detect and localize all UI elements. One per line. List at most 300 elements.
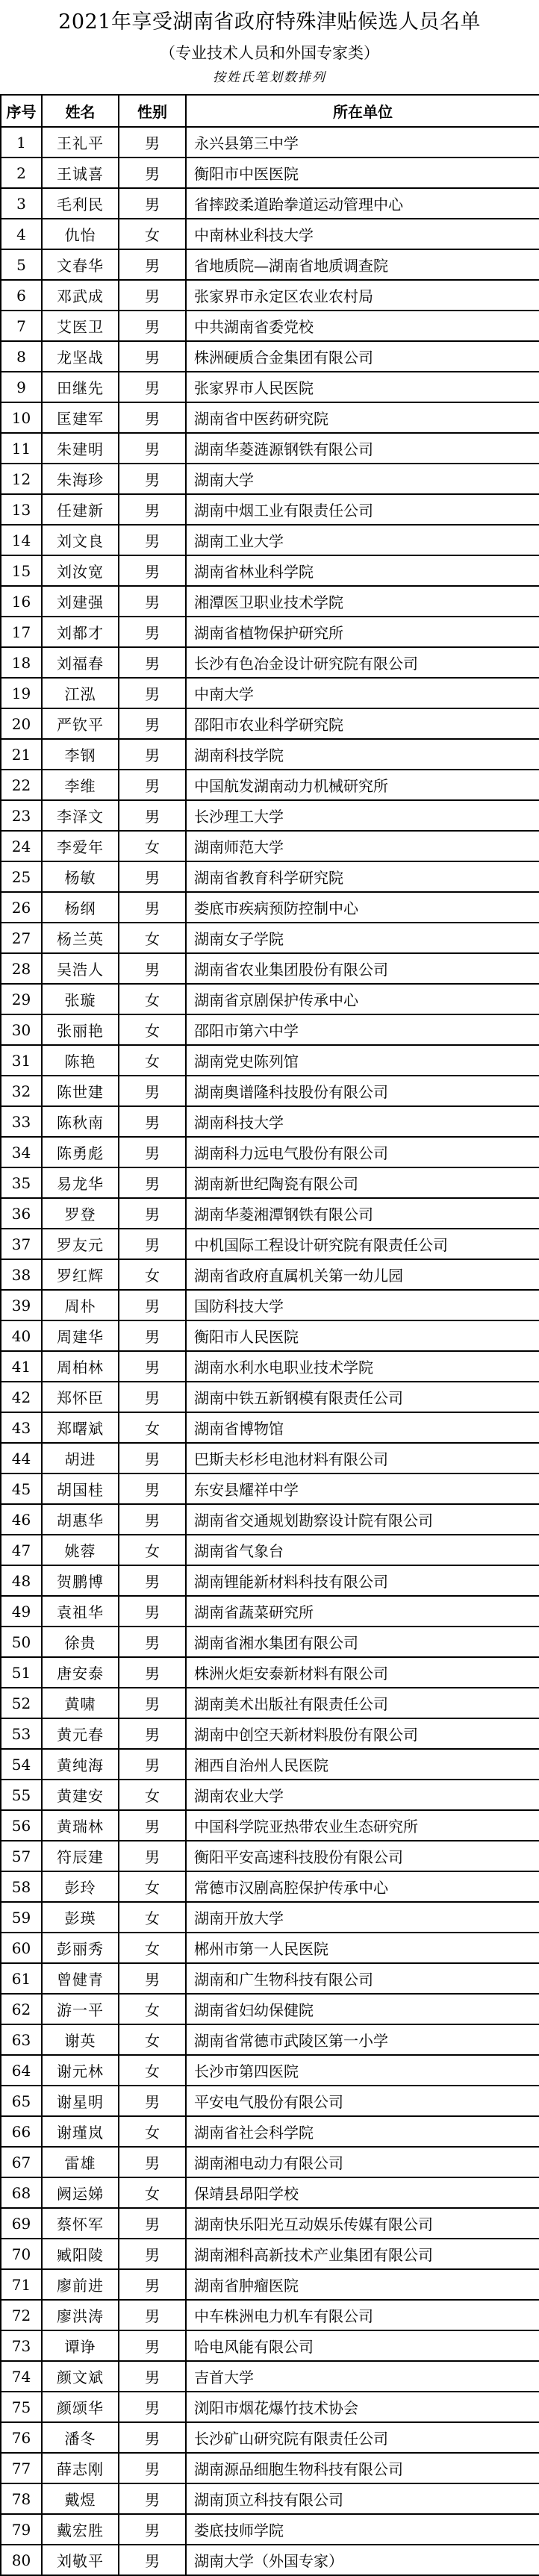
table-row [1, 280, 539, 311]
cell-name: 罗友元 [42, 1229, 119, 1259]
table-row [1, 2545, 539, 2575]
table-row [1, 1167, 539, 1198]
cell-index: 25 [1, 861, 42, 892]
cell-gender: 男 [119, 1473, 186, 1504]
cell-gender: 男 [119, 800, 186, 831]
cell-unit: 湖南省政府直属机关第一幼儿园 [186, 1259, 539, 1290]
table-row [1, 555, 539, 586]
table-row [1, 1076, 539, 1106]
table-row [1, 1259, 539, 1290]
table-row [1, 2177, 539, 2208]
cell-index: 15 [1, 555, 42, 586]
table-row [1, 1657, 539, 1688]
cell-gender: 男 [119, 280, 186, 311]
cell-index: 36 [1, 1198, 42, 1229]
cell-unit: 湖南开放大学 [186, 1902, 539, 1933]
cell-name: 文春华 [42, 249, 119, 280]
table-row [1, 831, 539, 861]
table-row [1, 1841, 539, 1871]
table-row [1, 2269, 539, 2300]
table-row [1, 708, 539, 739]
cell-gender: 男 [119, 555, 186, 586]
cell-gender: 男 [119, 2147, 186, 2177]
table-row [1, 2147, 539, 2177]
cell-gender: 男 [119, 1320, 186, 1351]
table-row [1, 1810, 539, 1841]
cell-gender: 男 [119, 739, 186, 770]
cell-unit: 中南林业科技大学 [186, 219, 539, 249]
table-row [1, 1780, 539, 1810]
cell-index: 40 [1, 1320, 42, 1351]
cell-name: 郑怀臣 [42, 1382, 119, 1412]
cell-unit: 长沙矿山研究院有限责任公司 [186, 2422, 539, 2453]
cell-name: 廖前进 [42, 2269, 119, 2300]
table-row [1, 984, 539, 1014]
cell-unit: 湖南美术出版社有限责任公司 [186, 1688, 539, 1718]
cell-gender: 男 [119, 1841, 186, 1871]
table-row [1, 2453, 539, 2483]
cell-index: 32 [1, 1076, 42, 1106]
cell-index: 22 [1, 770, 42, 800]
cell-unit: 湖南省肿瘤医院 [186, 2269, 539, 2300]
table-row [1, 464, 539, 494]
cell-name: 符辰建 [42, 1841, 119, 1871]
cell-name: 刘文良 [42, 525, 119, 555]
cell-gender: 男 [119, 2483, 186, 2514]
cell-index: 31 [1, 1045, 42, 1076]
table-row [1, 923, 539, 953]
cell-name: 谢瑾岚 [42, 2116, 119, 2147]
cell-gender: 男 [119, 2361, 186, 2392]
cell-name: 黄啸 [42, 1688, 119, 1718]
cell-name: 朱建明 [42, 433, 119, 464]
cell-gender: 女 [119, 1259, 186, 1290]
cell-index: 38 [1, 1259, 42, 1290]
cell-unit: 东安县耀祥中学 [186, 1473, 539, 1504]
cell-name: 艾医卫 [42, 311, 119, 341]
table-row [1, 341, 539, 372]
cell-gender: 女 [119, 1902, 186, 1933]
cell-index: 14 [1, 525, 42, 555]
cell-index: 28 [1, 953, 42, 984]
table-row [1, 2330, 539, 2361]
cell-name: 张璇 [42, 984, 119, 1014]
cell-gender: 男 [119, 433, 186, 464]
cell-unit: 中国航发湖南动力机械研究所 [186, 770, 539, 800]
table-row [1, 1290, 539, 1320]
cell-gender: 男 [119, 2514, 186, 2545]
table-row [1, 953, 539, 984]
table-row [1, 402, 539, 433]
cell-index: 66 [1, 2116, 42, 2147]
cell-unit: 国防科技大学 [186, 1290, 539, 1320]
cell-name: 谭诤 [42, 2330, 119, 2361]
cell-name: 刘敬平 [42, 2545, 119, 2575]
table-row [1, 525, 539, 555]
table-row [1, 2239, 539, 2269]
cell-index: 73 [1, 2330, 42, 2361]
table-row [1, 647, 539, 678]
table-row [1, 1320, 539, 1351]
cell-unit: 中南大学 [186, 678, 539, 708]
header-name: 姓名 [42, 95, 119, 127]
cell-unit: 湖南科技学院 [186, 739, 539, 770]
cell-index: 77 [1, 2453, 42, 2483]
cell-unit: 湖南省植物保护研究所 [186, 617, 539, 647]
cell-unit: 湖南省京剧保护传承中心 [186, 984, 539, 1014]
cell-gender: 女 [119, 1045, 186, 1076]
cell-name: 匡建军 [42, 402, 119, 433]
cell-gender: 男 [119, 2330, 186, 2361]
cell-unit: 湖南省农业集团股份有限公司 [186, 953, 539, 984]
cell-name: 唐安泰 [42, 1657, 119, 1688]
cell-name: 罗红辉 [42, 1259, 119, 1290]
cell-index: 9 [1, 372, 42, 402]
cell-gender: 女 [119, 2177, 186, 2208]
table-row [1, 1933, 539, 1963]
cell-name: 仇怡 [42, 219, 119, 249]
cell-index: 63 [1, 2024, 42, 2055]
cell-index: 33 [1, 1106, 42, 1137]
cell-index: 72 [1, 2300, 42, 2330]
cell-name: 易龙华 [42, 1167, 119, 1198]
cell-gender: 男 [119, 1198, 186, 1229]
table-row [1, 158, 539, 188]
cell-name: 姚蓉 [42, 1535, 119, 1565]
cell-name: 颜颂华 [42, 2392, 119, 2422]
candidate-table [0, 94, 539, 2576]
cell-index: 52 [1, 1688, 42, 1718]
cell-unit: 湖南农业大学 [186, 1780, 539, 1810]
cell-index: 75 [1, 2392, 42, 2422]
page-title: 2021年享受湖南省政府特殊津贴候选人员名单 [58, 10, 481, 34]
cell-gender: 男 [119, 2453, 186, 2483]
table-row [1, 2024, 539, 2055]
cell-index: 5 [1, 249, 42, 280]
cell-unit: 湖南大学（外国专家） [186, 2545, 539, 2575]
cell-index: 10 [1, 402, 42, 433]
cell-gender: 男 [119, 525, 186, 555]
table-row [1, 1473, 539, 1504]
cell-index: 35 [1, 1167, 42, 1198]
cell-unit: 湖南湘电动力有限公司 [186, 2147, 539, 2177]
table-row [1, 2300, 539, 2330]
cell-gender: 男 [119, 1718, 186, 1749]
cell-name: 黄建安 [42, 1780, 119, 1810]
cell-index: 21 [1, 739, 42, 770]
cell-unit: 湖南省社会科学院 [186, 2116, 539, 2147]
table-body [1, 127, 539, 2575]
cell-name: 谢元林 [42, 2055, 119, 2086]
cell-gender: 男 [119, 2208, 186, 2239]
cell-unit: 邵阳市第六中学 [186, 1014, 539, 1045]
cell-name: 任建新 [42, 494, 119, 525]
cell-name: 龙坚战 [42, 341, 119, 372]
table-row [1, 2208, 539, 2239]
cell-index: 46 [1, 1504, 42, 1535]
cell-unit: 湖南奥谱隆科技股份有限公司 [186, 1076, 539, 1106]
cell-index: 50 [1, 1627, 42, 1657]
cell-gender: 男 [119, 2086, 186, 2116]
cell-unit: 湖南省交通规划勘察设计院有限公司 [186, 1504, 539, 1535]
cell-index: 53 [1, 1718, 42, 1749]
table-row [1, 1045, 539, 1076]
cell-index: 62 [1, 1994, 42, 2024]
cell-index: 34 [1, 1137, 42, 1167]
cell-gender: 男 [119, 647, 186, 678]
cell-index: 19 [1, 678, 42, 708]
cell-index: 79 [1, 2514, 42, 2545]
cell-index: 69 [1, 2208, 42, 2239]
cell-unit: 湖南华菱湘潭钢铁有限公司 [186, 1198, 539, 1229]
table-row [1, 1351, 539, 1382]
cell-index: 55 [1, 1780, 42, 1810]
cell-gender: 女 [119, 2116, 186, 2147]
cell-name: 谢英 [42, 2024, 119, 2055]
cell-gender: 男 [119, 372, 186, 402]
table-row [1, 1443, 539, 1473]
table-row [1, 219, 539, 249]
cell-name: 黄瑞林 [42, 1810, 119, 1841]
cell-name: 周柏林 [42, 1351, 119, 1382]
cell-gender: 男 [119, 1810, 186, 1841]
cell-unit: 湖南中创空天新材料股份有限公司 [186, 1718, 539, 1749]
cell-index: 56 [1, 1810, 42, 1841]
cell-gender: 男 [119, 249, 186, 280]
cell-name: 臧阳陵 [42, 2239, 119, 2269]
cell-gender: 男 [119, 311, 186, 341]
cell-gender: 男 [119, 464, 186, 494]
sort-note: 按姓氏笔划数排列 [213, 70, 326, 85]
cell-index: 2 [1, 158, 42, 188]
cell-unit: 湖南女子学院 [186, 923, 539, 953]
cell-index: 47 [1, 1535, 42, 1565]
cell-gender: 女 [119, 1014, 186, 1045]
cell-name: 刘福春 [42, 647, 119, 678]
cell-gender: 男 [119, 861, 186, 892]
cell-unit: 湖南中烟工业有限责任公司 [186, 494, 539, 525]
cell-unit: 娄底市疾病预防控制中心 [186, 892, 539, 923]
cell-index: 44 [1, 1443, 42, 1473]
cell-unit: 中国科学院亚热带农业生态研究所 [186, 1810, 539, 1841]
cell-unit: 中机国际工程设计研究院有限责任公司 [186, 1229, 539, 1259]
table-row [1, 1382, 539, 1412]
table-row [1, 2514, 539, 2545]
table-row [1, 739, 539, 770]
cell-index: 7 [1, 311, 42, 341]
table-row [1, 800, 539, 831]
table-row [1, 1229, 539, 1259]
cell-index: 45 [1, 1473, 42, 1504]
cell-name: 毛利民 [42, 188, 119, 219]
cell-gender: 男 [119, 2300, 186, 2330]
cell-unit: 湖南科技大学 [186, 1106, 539, 1137]
cell-name: 杨兰英 [42, 923, 119, 953]
cell-unit: 巴斯夫杉杉电池材料有限公司 [186, 1443, 539, 1473]
cell-name: 胡国桂 [42, 1473, 119, 1504]
cell-gender: 男 [119, 1565, 186, 1596]
cell-unit: 株洲硬质合金集团有限公司 [186, 341, 539, 372]
cell-gender: 男 [119, 1688, 186, 1718]
cell-unit: 湖南科力远电气股份有限公司 [186, 1137, 539, 1167]
cell-index: 67 [1, 2147, 42, 2177]
cell-index: 60 [1, 1933, 42, 1963]
header-unit: 所在单位 [186, 95, 539, 127]
cell-unit: 湘潭医卫职业技术学院 [186, 586, 539, 617]
cell-name: 黄纯海 [42, 1749, 119, 1780]
cell-name: 王礼平 [42, 127, 119, 158]
cell-gender: 男 [119, 1749, 186, 1780]
table-row [1, 1535, 539, 1565]
cell-name: 吴浩人 [42, 953, 119, 984]
cell-unit: 湖南快乐阳光互动娱乐传媒有限公司 [186, 2208, 539, 2239]
cell-unit: 湖南党史陈列馆 [186, 1045, 539, 1076]
cell-unit: 湖南锂能新材料科技有限公司 [186, 1565, 539, 1596]
cell-gender: 男 [119, 2269, 186, 2300]
cell-unit: 湖南华菱涟源钢铁有限公司 [186, 433, 539, 464]
cell-gender: 男 [119, 158, 186, 188]
cell-unit: 湖南源品细胞生物科技有限公司 [186, 2453, 539, 2483]
cell-name: 彭瑛 [42, 1902, 119, 1933]
cell-index: 29 [1, 984, 42, 1014]
cell-name: 陈艳 [42, 1045, 119, 1076]
cell-gender: 男 [119, 953, 186, 984]
cell-unit: 中共湖南省委党校 [186, 311, 539, 341]
table-row [1, 1994, 539, 2024]
cell-name: 阙运娣 [42, 2177, 119, 2208]
cell-gender: 女 [119, 1994, 186, 2024]
cell-unit: 永兴县第三中学 [186, 127, 539, 158]
cell-index: 58 [1, 1871, 42, 1902]
cell-unit: 平安电气股份有限公司 [186, 2086, 539, 2116]
cell-gender: 男 [119, 1076, 186, 1106]
cell-gender: 女 [119, 923, 186, 953]
table-row [1, 1627, 539, 1657]
cell-name: 刘都才 [42, 617, 119, 647]
table-row [1, 1749, 539, 1780]
cell-gender: 男 [119, 708, 186, 739]
cell-name: 李爱年 [42, 831, 119, 861]
table-row [1, 372, 539, 402]
cell-unit: 湖南大学 [186, 464, 539, 494]
cell-index: 42 [1, 1382, 42, 1412]
cell-unit: 衡阳平安高速科技股份有限公司 [186, 1841, 539, 1871]
table-row [1, 127, 539, 158]
cell-gender: 男 [119, 1504, 186, 1535]
cell-index: 24 [1, 831, 42, 861]
table-row [1, 861, 539, 892]
cell-index: 54 [1, 1749, 42, 1780]
cell-unit: 湘西自治州人民医院 [186, 1749, 539, 1780]
cell-name: 杨敏 [42, 861, 119, 892]
cell-index: 3 [1, 188, 42, 219]
table-header-row [1, 95, 539, 127]
cell-name: 李泽文 [42, 800, 119, 831]
cell-gender: 男 [119, 494, 186, 525]
cell-name: 彭丽秀 [42, 1933, 119, 1963]
cell-unit: 湖南省湘水集团有限公司 [186, 1627, 539, 1657]
cell-name: 田继先 [42, 372, 119, 402]
cell-name: 陈世建 [42, 1076, 119, 1106]
cell-unit: 省摔跤柔道跆拳道运动管理中心 [186, 188, 539, 219]
table-row [1, 1718, 539, 1749]
cell-unit: 湖南工业大学 [186, 525, 539, 555]
table-row [1, 2086, 539, 2116]
cell-name: 游一平 [42, 1994, 119, 2024]
cell-index: 8 [1, 341, 42, 372]
cell-gender: 男 [119, 1351, 186, 1382]
cell-gender: 女 [119, 1780, 186, 1810]
cell-index: 20 [1, 708, 42, 739]
cell-index: 59 [1, 1902, 42, 1933]
cell-name: 罗登 [42, 1198, 119, 1229]
cell-index: 6 [1, 280, 42, 311]
cell-index: 27 [1, 923, 42, 953]
header-index: 序号 [1, 95, 42, 127]
cell-name: 廖洪涛 [42, 2300, 119, 2330]
cell-index: 49 [1, 1596, 42, 1627]
cell-index: 71 [1, 2269, 42, 2300]
cell-gender: 男 [119, 1382, 186, 1412]
cell-name: 戴煜 [42, 2483, 119, 2514]
cell-name: 刘建强 [42, 586, 119, 617]
cell-gender: 女 [119, 1933, 186, 1963]
cell-gender: 女 [119, 1412, 186, 1443]
cell-unit: 衡阳市人民医院 [186, 1320, 539, 1351]
cell-unit: 保靖县昂阳学校 [186, 2177, 539, 2208]
cell-name: 周朴 [42, 1290, 119, 1320]
cell-unit: 湖南省蔬菜研究所 [186, 1596, 539, 1627]
cell-index: 64 [1, 2055, 42, 2086]
table-row [1, 586, 539, 617]
cell-gender: 男 [119, 2545, 186, 2575]
cell-name: 薛志刚 [42, 2453, 119, 2483]
cell-gender: 女 [119, 831, 186, 861]
cell-unit: 张家界市人民医院 [186, 372, 539, 402]
cell-name: 李维 [42, 770, 119, 800]
cell-gender: 男 [119, 1290, 186, 1320]
table-row [1, 2422, 539, 2453]
cell-index: 1 [1, 127, 42, 158]
cell-unit: 湖南和广生物科技有限公司 [186, 1963, 539, 1994]
cell-gender: 女 [119, 2055, 186, 2086]
cell-unit: 浏阳市烟花爆竹技术协会 [186, 2392, 539, 2422]
cell-name: 徐贵 [42, 1627, 119, 1657]
cell-unit: 娄底技师学院 [186, 2514, 539, 2545]
cell-unit: 张家界市永定区农业农村局 [186, 280, 539, 311]
cell-index: 11 [1, 433, 42, 464]
cell-index: 80 [1, 2545, 42, 2575]
cell-unit: 哈电风能有限公司 [186, 2330, 539, 2361]
cell-name: 袁祖华 [42, 1596, 119, 1627]
cell-unit: 省地质院—湖南省地质调查院 [186, 249, 539, 280]
cell-gender: 男 [119, 1657, 186, 1688]
cell-gender: 女 [119, 984, 186, 1014]
table-row [1, 188, 539, 219]
table-row [1, 311, 539, 341]
cell-name: 刘汝宽 [42, 555, 119, 586]
cell-index: 78 [1, 2483, 42, 2514]
table-row [1, 1596, 539, 1627]
cell-name: 邓武成 [42, 280, 119, 311]
table-row [1, 2392, 539, 2422]
cell-name: 贺鹏博 [42, 1565, 119, 1596]
cell-unit: 中车株洲电力机车有限公司 [186, 2300, 539, 2330]
cell-unit: 长沙市第四医院 [186, 2055, 539, 2086]
cell-gender: 男 [119, 892, 186, 923]
cell-name: 郑曙斌 [42, 1412, 119, 1443]
cell-unit: 吉首大学 [186, 2361, 539, 2392]
